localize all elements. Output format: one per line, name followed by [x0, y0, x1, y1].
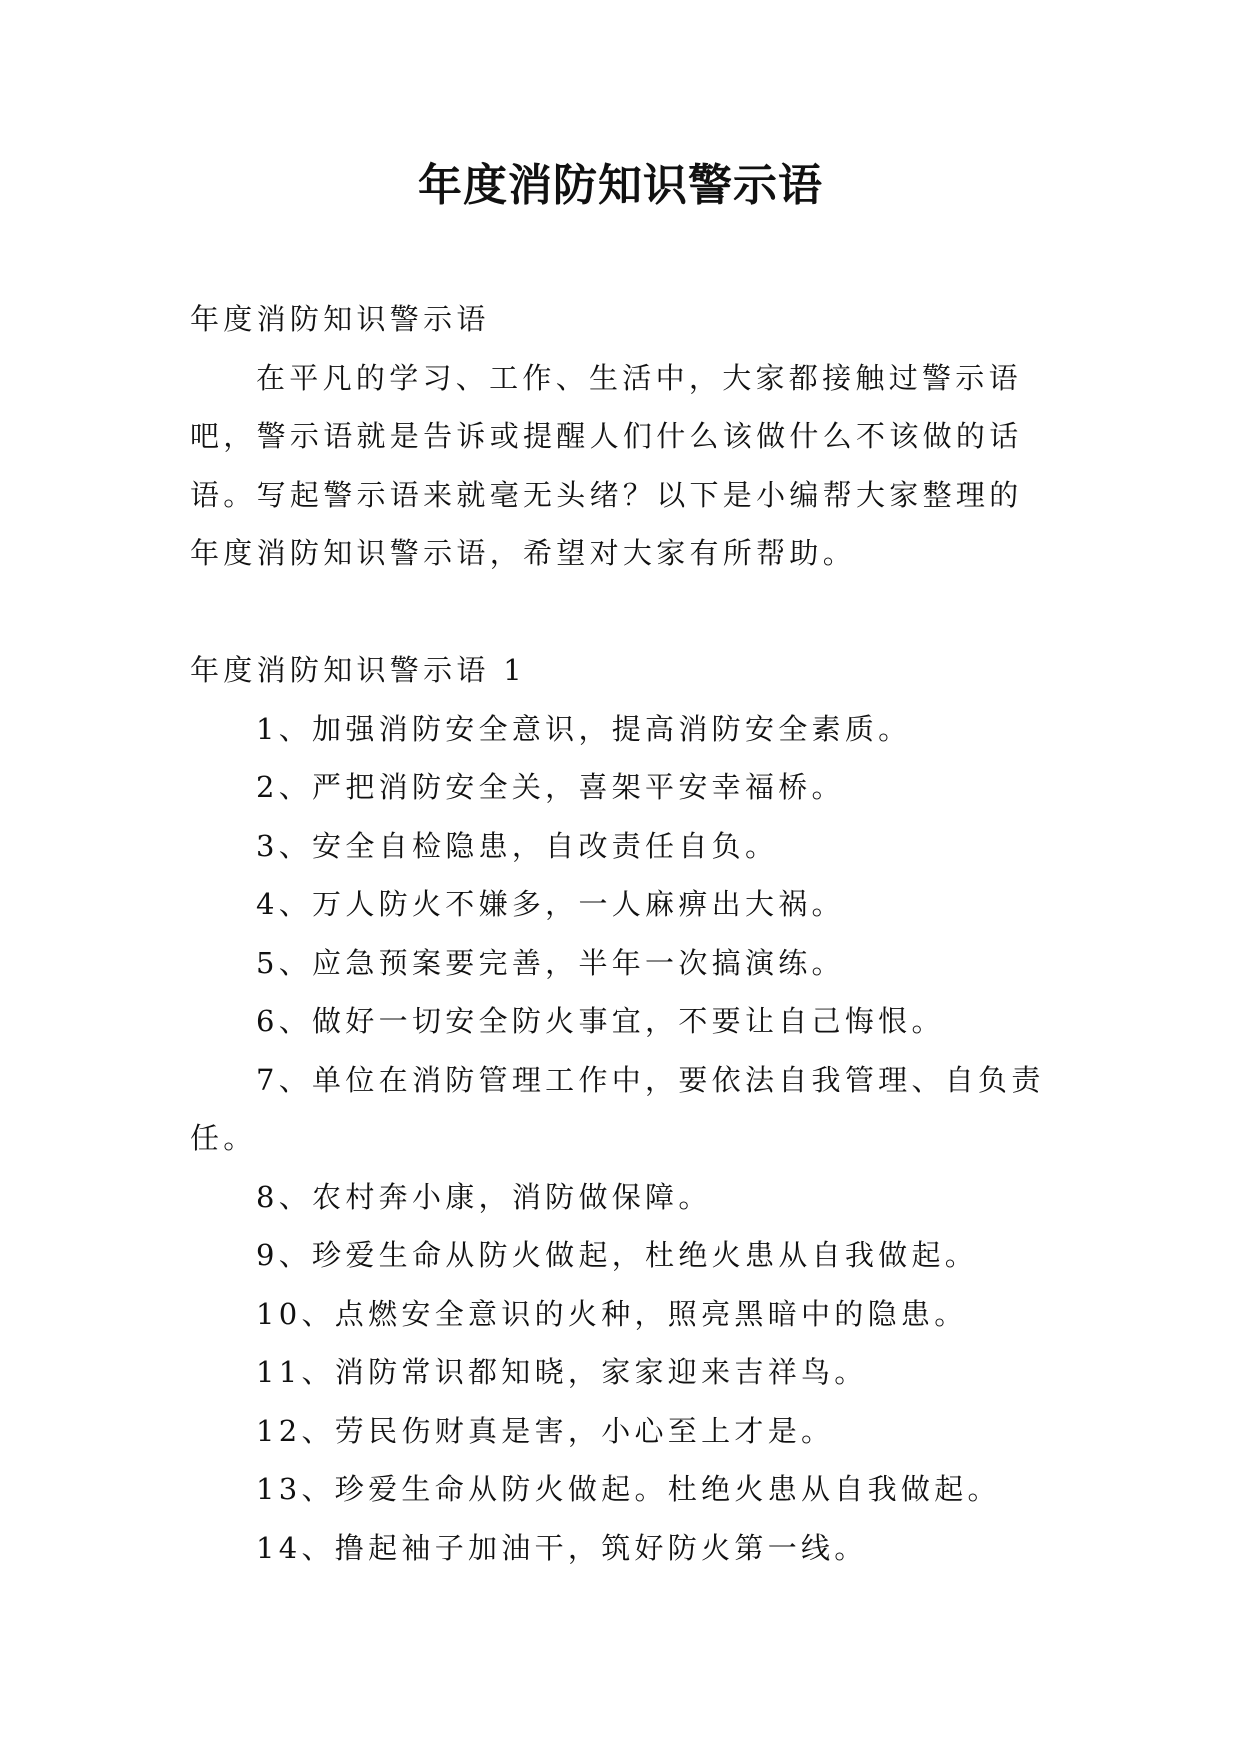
- list-item: 12、劳民伤财真是害，小心至上才是。: [256, 1413, 835, 1448]
- list-item: 6、做好一切安全防火事宜，不要让自己悔恨。: [256, 1004, 945, 1038]
- list-item: 3、安全自检隐患，自改责任自负。: [256, 828, 779, 863]
- list-item: 11、消防常识都知晓，家家迎来吉祥鸟。: [256, 1355, 868, 1389]
- document-title: 年度消防知识警示语: [418, 160, 823, 211]
- list-item: 8、农村奔小康，消防做保障。: [256, 1179, 712, 1214]
- list-item: 14、撸起袖子加油干，筑好防火第一线。: [256, 1530, 868, 1565]
- intro-paragraph: 在平凡的学习、工作、生活中，大家都接触过警示语吧，警示语就是告诉或提醒人们什么该做什么不该做的话语。写起警示语来就毫无头绪？以下是小编帮大家整理的年度消防知识警示语，希望对大家有所帮助。: [190, 360, 1023, 570]
- list-item: 10、点燃安全意识的火种，照亮黑暗中的隐患。: [256, 1296, 968, 1331]
- list-item: 9、珍爱生命从防火做起，杜绝火患从自我做起。: [256, 1238, 979, 1272]
- document-subtitle: 年度消防知识警示语: [190, 302, 490, 336]
- list-item: 5、应急预案要完善，半年一次搞演练。: [256, 945, 845, 980]
- paragraph-spacer: [190, 583, 1052, 642]
- list-item: 4、万人防火不嫌多，一人麻痹出大祸。: [256, 887, 845, 921]
- document-body: [190, 290, 1052, 1577]
- list-item: 7、单位在消防管理工作中，要依法自我管理、自负责任。: [190, 1062, 1045, 1155]
- section-heading: 年度消防知识警示语 1: [190, 653, 526, 687]
- list-item: 1、加强消防安全意识，提高消防安全素质。: [256, 711, 912, 746]
- list-item: 2、严把消防安全关，喜架平安幸福桥。: [256, 770, 845, 804]
- list-item: 13、珍爱生命从防火做起。杜绝火患从自我做起。: [256, 1472, 1001, 1506]
